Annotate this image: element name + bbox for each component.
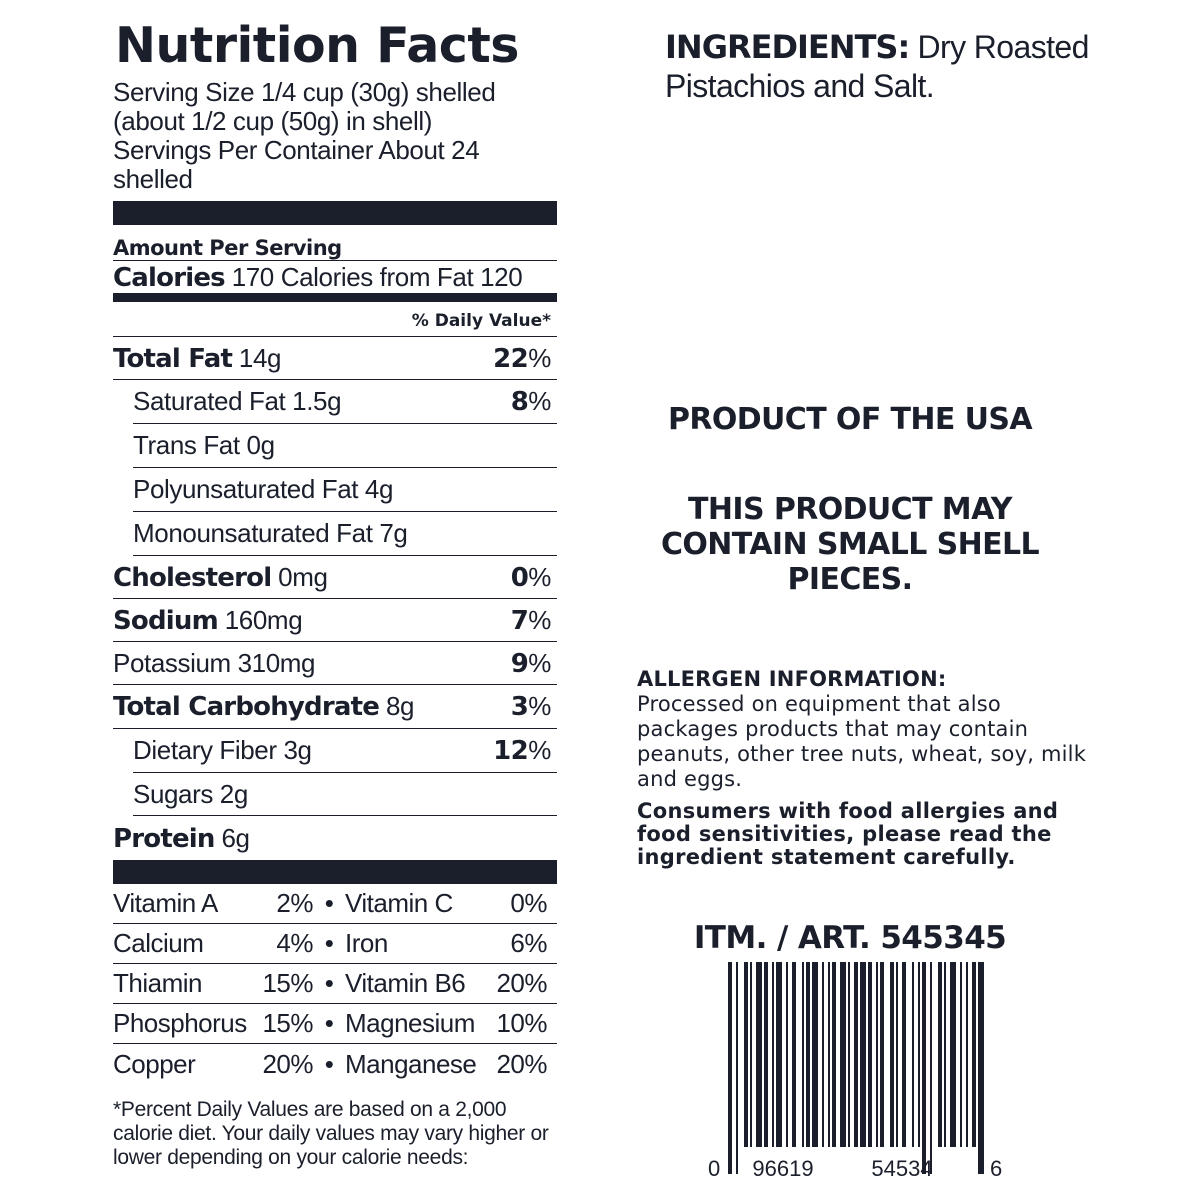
nutrient-label: Dietary Fiber 3g xyxy=(133,735,312,765)
ingredients xyxy=(665,28,1105,106)
barcode-bar xyxy=(744,962,748,1147)
vitamin-name: Manganese xyxy=(345,1048,477,1079)
calories-row xyxy=(113,261,557,293)
vitamin-name: Vitamin C xyxy=(345,888,453,918)
nutrient-label xyxy=(113,823,250,854)
barcode-bar xyxy=(828,962,830,1147)
nutrient-row xyxy=(113,816,557,860)
daily-value-number: 12 xyxy=(493,736,529,766)
nutrient-daily-value xyxy=(511,648,557,679)
vitamin-value: 20% xyxy=(262,1048,313,1079)
serving-size-text: Serving Size 1/4 cup (30g) shelled (about 1/2 cup (50g) in shell) xyxy=(113,77,496,136)
barcode xyxy=(700,962,1010,1182)
nutrient-daily-value xyxy=(493,343,557,374)
barcode-lead-digit: 0 xyxy=(708,1156,721,1181)
nutrient-label: Polyunsaturated Fat 4g xyxy=(133,474,394,504)
vitamin-row xyxy=(113,1044,557,1084)
percent-sign: % xyxy=(528,735,551,765)
daily-value-number: 8 xyxy=(510,387,529,417)
barcode-bar xyxy=(854,962,858,1147)
thick-divider-vitamins xyxy=(113,860,557,884)
vitamin-value: 15% xyxy=(262,1008,313,1038)
bullet: • xyxy=(324,888,334,918)
nutrient-daily-value xyxy=(511,605,557,636)
barcode-bar xyxy=(786,962,788,1147)
barcode-bar xyxy=(938,962,942,1147)
barcode-bar xyxy=(802,962,804,1147)
nutrient-label xyxy=(113,562,328,593)
vitamin-name: Iron xyxy=(345,928,388,958)
barcode-bar xyxy=(840,962,846,1147)
daily-value-number: 3 xyxy=(510,692,529,722)
nutrient-daily-value xyxy=(511,562,557,593)
nutrient-name: Cholesterol xyxy=(113,562,272,593)
barcode-bar xyxy=(806,962,810,1147)
nutrient-name: Total Fat xyxy=(113,343,233,374)
vitamin-name: Magnesium xyxy=(345,1008,475,1038)
shell-warning xyxy=(620,492,1080,597)
vitamin-name: Calcium xyxy=(113,928,204,958)
vitamin-value: 2% xyxy=(276,888,313,918)
nutrition-title: Nutrition Facts xyxy=(115,17,519,74)
vitamin-rows xyxy=(113,884,557,1084)
barcode-bar xyxy=(860,962,866,1147)
vitamin-name: Copper xyxy=(113,1048,196,1079)
nutrient-amount: 6g xyxy=(221,822,250,853)
barcode-bar xyxy=(902,962,906,1147)
nutrient-row xyxy=(113,599,557,642)
barcode-bar xyxy=(966,962,968,1147)
barcode-bar xyxy=(960,962,962,1147)
vitamin-row xyxy=(113,1004,557,1044)
nutrient-amount: 0mg xyxy=(278,561,328,592)
footnote: *Percent Daily Values are based on a 2,000 calorie diet. Your daily values may vary higher or lower depending on your calorie needs: xyxy=(113,1098,549,1169)
vitamin-value: 20% xyxy=(496,1048,547,1079)
barcode-bar xyxy=(880,962,884,1147)
percent-sign: % xyxy=(528,691,551,721)
barcode-bar xyxy=(972,962,976,1147)
barcode-bar xyxy=(848,962,850,1147)
barcode-bar xyxy=(950,962,956,1147)
nutrient-label: Sugars 2g xyxy=(133,778,248,809)
allergen-text: Processed on equipment that also packages products that may contain peanuts, other tree nuts, wheat, soy, milk and eggs. xyxy=(637,692,1087,791)
nutrient-row xyxy=(113,337,557,380)
barcode-bar xyxy=(890,962,894,1147)
percent-sign: % xyxy=(528,386,551,416)
barcode-bar xyxy=(944,962,946,1147)
servings-per-container: Servings Per Container About 24 shelled xyxy=(113,135,480,194)
calories-value: 170 Calories from Fat 120 xyxy=(231,262,523,292)
origin-statement: PRODUCT OF THE USA xyxy=(667,402,1033,437)
barcode-bars xyxy=(728,962,984,1174)
daily-value-number: 22 xyxy=(493,343,529,374)
barcode-bar xyxy=(918,962,920,1147)
barcode-check-digit: 6 xyxy=(990,1156,1003,1181)
barcode-bar xyxy=(792,962,796,1147)
nutrient-row xyxy=(133,424,557,468)
nutrient-name: Sodium xyxy=(113,605,218,636)
thick-divider xyxy=(113,201,557,225)
barcode-bar xyxy=(822,962,824,1147)
serving-size xyxy=(113,78,557,194)
vitamin-name: Vitamin B6 xyxy=(345,968,466,998)
nutrient-daily-value xyxy=(511,386,557,417)
nutrient-row xyxy=(133,468,557,512)
nutrition-facts-panel xyxy=(113,18,557,1170)
vitamin-name: Thiamin xyxy=(113,968,202,998)
bullet: • xyxy=(324,928,334,958)
daily-value-number: 9 xyxy=(510,648,529,679)
barcode-bar xyxy=(750,962,752,1147)
nutrient-row xyxy=(113,685,557,729)
barcode-bar xyxy=(922,962,926,1174)
vitamin-name: Phosphorus xyxy=(113,1008,247,1038)
nutrient-name: Total Carbohydrate xyxy=(113,692,380,722)
medium-divider xyxy=(113,293,557,302)
nutrient-label: Monounsaturated Fat 7g xyxy=(133,518,408,548)
bullet: • xyxy=(324,1008,334,1038)
daily-value-number: 0 xyxy=(510,562,529,593)
barcode-bar xyxy=(896,962,898,1147)
nutrient-row xyxy=(113,642,557,685)
nutrient-row xyxy=(133,773,557,816)
nutrient-label: Trans Fat 0g xyxy=(133,430,275,460)
nutrient-row xyxy=(113,556,557,599)
amount-per-serving: Amount Per Serving xyxy=(113,225,557,261)
nutrient-row xyxy=(133,380,557,424)
daily-value-header: % Daily Value* xyxy=(113,302,557,337)
barcode-bar xyxy=(812,962,818,1147)
nutrient-daily-value xyxy=(511,691,557,722)
vitamin-name: Vitamin A xyxy=(113,888,218,918)
barcode-bar xyxy=(832,962,836,1147)
nutrient-daily-value xyxy=(493,735,557,766)
daily-value-number: 7 xyxy=(510,605,529,636)
vitamin-value: 15% xyxy=(262,968,313,998)
nutrient-rows xyxy=(113,337,557,860)
nutrient-name: Protein xyxy=(113,823,215,854)
barcode-bar xyxy=(736,962,738,1174)
nutrient-label xyxy=(113,343,281,374)
nutrient-label xyxy=(113,691,414,722)
percent-sign: % xyxy=(528,561,551,592)
allergen-info xyxy=(637,667,1107,869)
barcode-bar xyxy=(728,962,732,1174)
nutrient-amount: 8g xyxy=(385,691,415,721)
barcode-bar xyxy=(756,962,762,1147)
shell-warning-text: THIS PRODUCT MAY CONTAIN SMALL SHELL PIECES. xyxy=(660,492,1040,597)
barcode-bar xyxy=(764,962,768,1147)
vitamin-row xyxy=(113,884,557,924)
vitamin-value: 0% xyxy=(510,888,547,918)
vitamin-value: 10% xyxy=(496,1008,547,1038)
nutrient-amount: 14g xyxy=(238,342,282,373)
percent-sign: % xyxy=(528,647,551,678)
item-number: ITM. / ART. 545345 xyxy=(693,920,1007,956)
vitamin-row xyxy=(113,964,557,1004)
barcode-bar xyxy=(912,962,914,1147)
vitamin-value: 6% xyxy=(510,928,547,958)
calories-label: Calories xyxy=(113,263,225,293)
nutrient-label xyxy=(113,605,302,636)
barcode-right-digits: 54534 xyxy=(871,1156,933,1181)
nutrient-amount: 160mg xyxy=(224,604,303,635)
allergen-heading: ALLERGEN INFORMATION: xyxy=(637,667,947,691)
ingredients-text: Dry Roasted Pistachios and Salt. xyxy=(665,29,1089,104)
barcode-bar xyxy=(868,962,872,1147)
bullet: • xyxy=(324,968,334,998)
nutrient-row xyxy=(133,729,557,773)
vitamin-value: 4% xyxy=(276,928,313,958)
barcode-bar xyxy=(978,962,984,1174)
barcode-bar xyxy=(772,962,774,1147)
barcode-bar xyxy=(876,962,878,1147)
vitamin-value: 20% xyxy=(496,968,547,998)
barcode-bar xyxy=(930,962,932,1174)
barcode-left-digits: 96619 xyxy=(752,1156,814,1181)
barcode-bar xyxy=(776,962,782,1147)
nutrient-label: Potassium 310mg xyxy=(113,647,316,678)
percent-sign: % xyxy=(528,342,551,373)
ingredients-label: INGREDIENTS: xyxy=(665,28,910,66)
bullet: • xyxy=(324,1048,334,1079)
nutrient-row xyxy=(133,512,557,556)
allergen-warning: Consumers with food allergies and food sensitivities, please read the ingredient statement carefully. xyxy=(637,799,1059,869)
percent-sign: % xyxy=(528,604,551,635)
nutrient-label: Saturated Fat 1.5g xyxy=(133,386,342,416)
vitamin-row xyxy=(113,924,557,964)
